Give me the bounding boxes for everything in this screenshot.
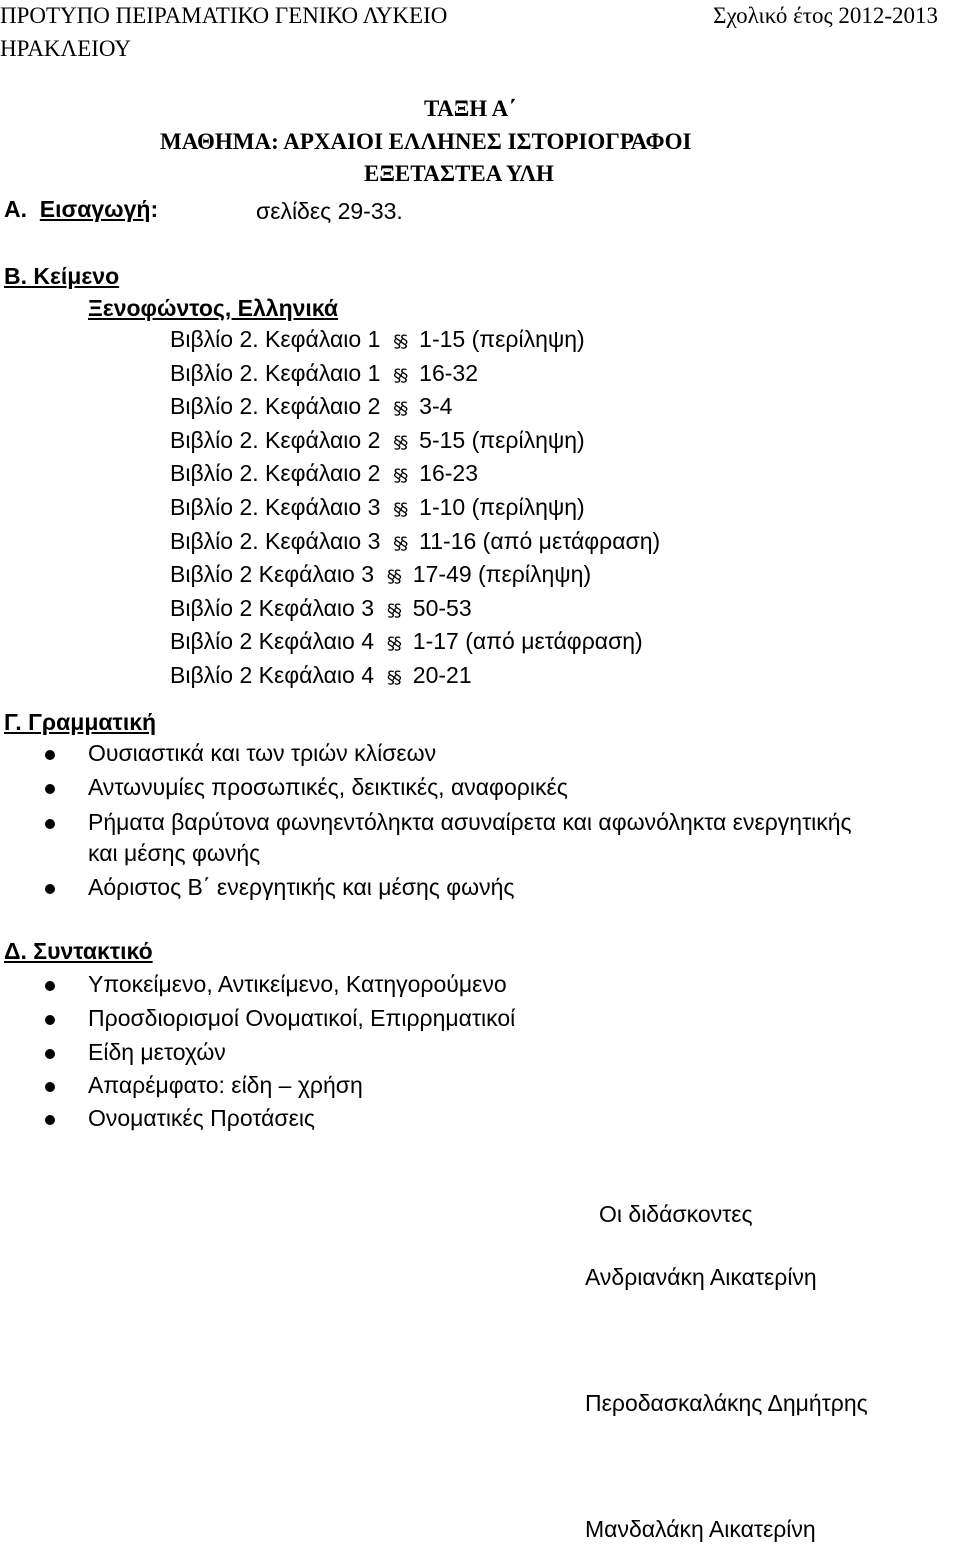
section-symbol-icon: §§ [393,500,407,520]
chapter-ref: Βιβλίο 2. Κεφάλαιο 2 [170,460,381,486]
chapter-range: 1-15 (περίληψη) [419,326,585,352]
section-a-intro [4,198,158,221]
chapter-row [170,429,585,452]
chapter-ref: Βιβλίο 2. Κεφάλαιο 1 [170,326,381,352]
chapter-range: 17-49 (περίληψη) [412,561,592,587]
bullet-icon [45,1015,55,1025]
section-a-letter: Α. [4,196,27,222]
bullet-icon [45,750,55,760]
chapter-ref: Βιβλίο 2. Κεφάλαιο 1 [170,360,381,386]
chapter-row [170,530,660,553]
chapter-ref: Βιβλίο 2 Κεφάλαιο 4 [170,662,374,688]
chapter-row [170,328,585,351]
chapter-row [170,630,643,653]
chapter-ref: Βιβλίο 2. Κεφάλαιο 2 [170,427,381,453]
section-b-label: Β. Κείμενο [4,263,120,289]
section-symbol-icon: §§ [393,366,407,386]
section-d-label: Δ. Συντακτικό [4,938,153,964]
bullet-icon [45,981,55,991]
section-symbol-icon: §§ [386,634,400,654]
subject-title: ΜΑΘΗΜΑ: ΑΡΧΑΙΟΙ ΕΛΛΗΝΕΣ ΙΣΤΟΡΙΟΓΡΑΦΟΙ [160,129,692,154]
exam-heading: ΕΞΕΤΑΣΤΕΑ ΥΛΗ [364,161,554,186]
school-name: ΠΡΟΤΥΠΟ ΠΕΙΡΑΜΑΤΙΚΟ ΓΕΝΙΚΟ ΛΥΚΕΙΟ [0,3,448,28]
section-symbol-icon: §§ [393,534,407,554]
chapter-range: 1-17 (από μετάφραση) [412,628,643,654]
chapter-ref: Βιβλίο 2. Κεφάλαιο 3 [170,528,381,554]
section-symbol-icon: §§ [393,466,407,486]
bullet-icon [45,884,55,894]
bullet-icon [45,1049,55,1059]
chapter-range: 16-23 [419,460,478,486]
chapter-ref: Βιβλίο 2 Κεφάλαιο 3 [170,561,374,587]
chapter-ref: Βιβλίο 2 Κεφάλαιο 3 [170,595,374,621]
chapter-range: 50-53 [412,595,472,621]
chapter-range: 11-16 (από μετάφραση) [419,528,661,554]
chapter-row [170,395,452,418]
chapter-range: 5-15 (περίληψη) [419,427,585,453]
bullet-icon [45,1115,55,1125]
chapter-ref: Βιβλίο 2. Κεφάλαιο 3 [170,494,381,520]
section-a-pages: σελίδες 29-33. [256,198,403,224]
section-symbol-icon: §§ [393,332,407,352]
section-symbol-icon: §§ [393,399,407,419]
teacher-name: Ανδριανάκη Αικατερίνη [585,1264,817,1290]
section-b-subtitle: Ξενοφώντος, Ελληνικά [88,295,339,321]
teacher-name: Μανδαλάκη Αικατερίνη [585,1516,816,1542]
chapter-range: 16-32 [419,360,478,386]
chapter-range: 3-4 [419,393,453,419]
chapter-row [170,496,585,519]
chapter-row [170,462,478,485]
bullet-icon [45,1082,55,1092]
chapter-range: 20-21 [412,662,472,688]
chapter-row [170,563,591,586]
school-year: Σχολικό έτος 2012-2013 [713,3,938,28]
section-a-colon: : [150,196,159,222]
bullet-icon [45,784,55,794]
chapter-ref: Βιβλίο 2 Κεφάλαιο 4 [170,628,374,654]
chapter-row [170,362,478,385]
section-symbol-icon: §§ [386,567,400,587]
chapter-range: 1-10 (περίληψη) [419,494,585,520]
section-symbol-icon: §§ [386,668,400,688]
section-symbol-icon: §§ [386,601,400,621]
section-c-label: Γ. Γραμματική [4,709,157,735]
section-symbol-icon: §§ [393,433,407,453]
section-a-label: Εισαγωγή [39,196,151,222]
chapter-ref: Βιβλίο 2. Κεφάλαιο 2 [170,393,381,419]
chapter-row [170,664,472,687]
school-city: ΗΡΑΚΛΕΙΟΥ [0,36,131,61]
signatures-heading: Οι διδάσκοντες [599,1201,753,1227]
teacher-name: Περοδασκαλάκης Δημήτρης [585,1390,868,1416]
bullet-icon [45,819,55,829]
chapter-row [170,597,472,620]
class-title: ΤΑΞΗ Α΄ [424,96,516,121]
